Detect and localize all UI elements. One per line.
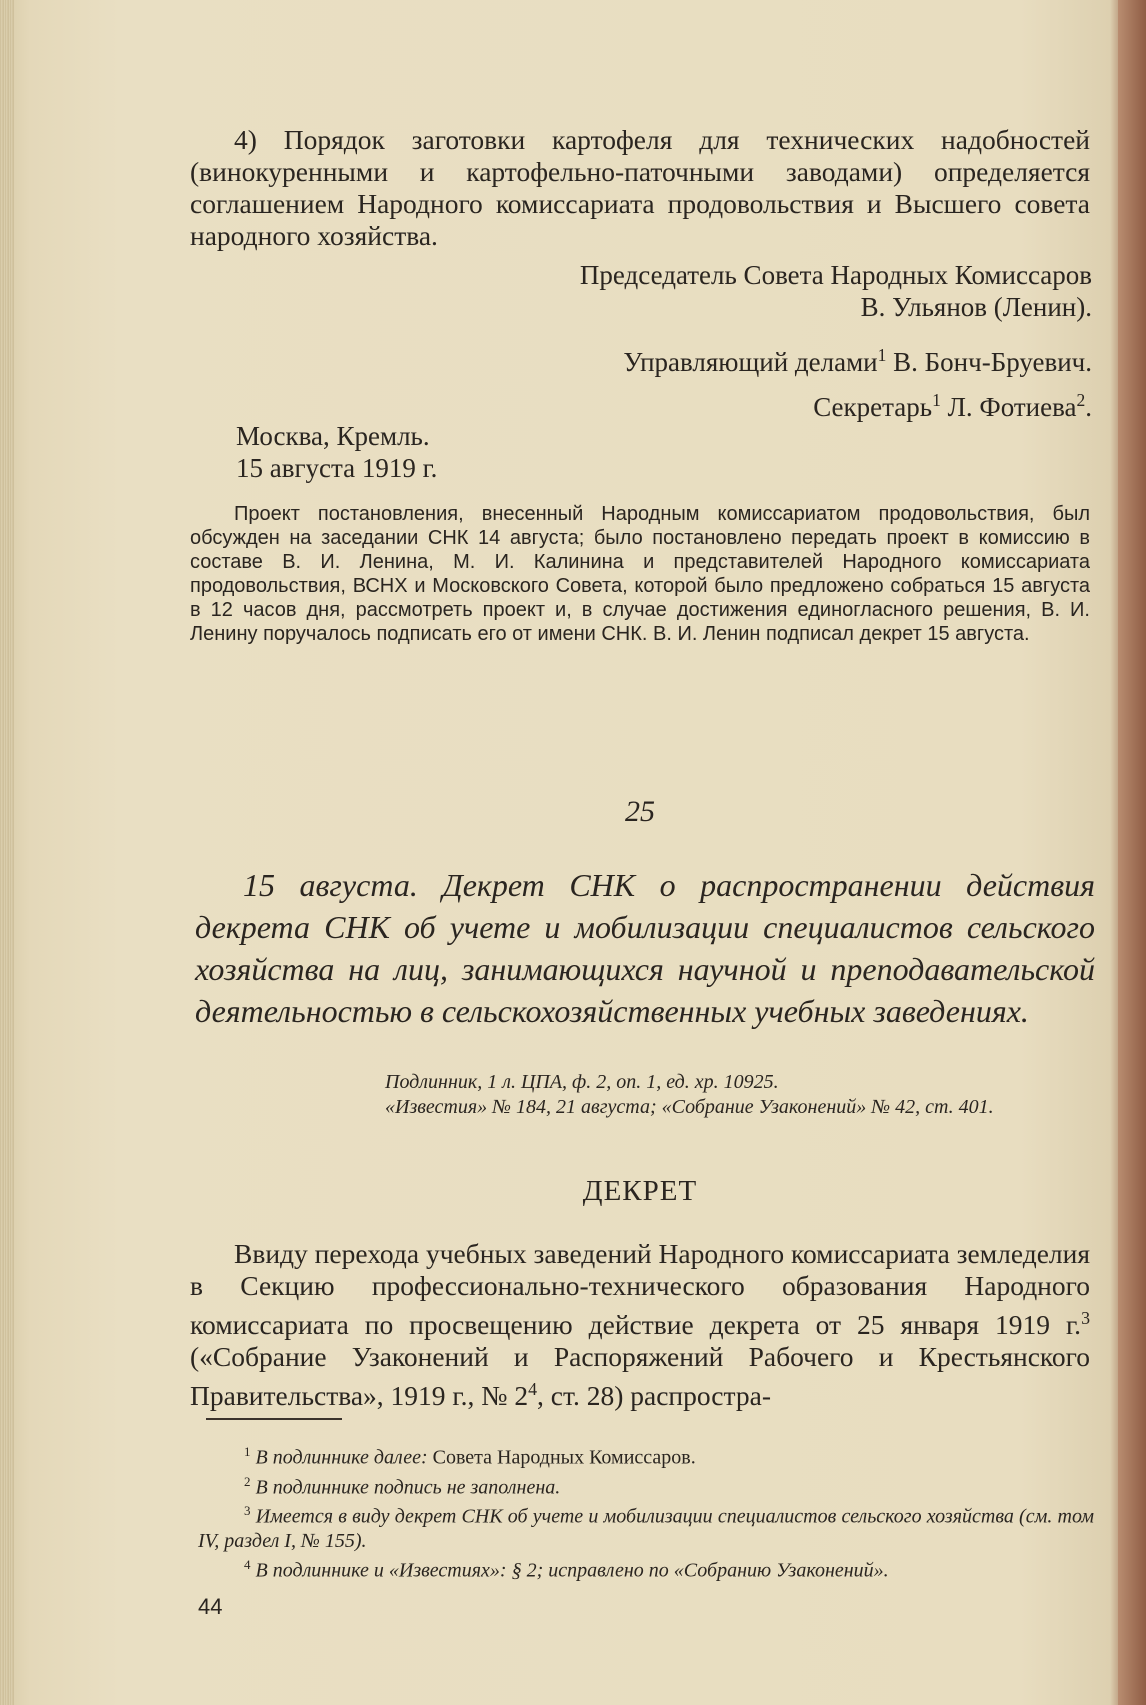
- source-line-original: Подлинник, 1 л. ЦПА, ф. 2, оп. 1, ед. хр. 10925.: [385, 1071, 779, 1093]
- signature-secretary-end: .: [1085, 392, 1092, 422]
- footnotes: [198, 1440, 1094, 1583]
- signature-manager-title: Управляющий делами: [623, 347, 878, 377]
- footnote-ref-4: 4: [528, 1379, 538, 1400]
- signature-secretary-title: Секретарь: [813, 392, 933, 422]
- footnote-item: [198, 1470, 1094, 1500]
- footnote-item: [198, 1499, 1094, 1553]
- date-line: 15 августа 1919 г.: [236, 453, 438, 483]
- footnote-mark: 3: [244, 1503, 251, 1519]
- footnote-ref-1b: 1: [932, 390, 941, 410]
- place-and-date: [236, 420, 636, 484]
- footnote-ref-3: 3: [1081, 1308, 1090, 1328]
- signature-secretary: [400, 384, 1092, 423]
- footnote-ref-1: 1: [877, 345, 887, 365]
- footnote-mark: 1: [244, 1444, 251, 1459]
- decree-title: ДЕКРЕТ: [582, 1175, 698, 1207]
- page-edge-left: [0, 0, 14, 1705]
- footnote-mark: 2: [244, 1473, 251, 1489]
- decree-text-part-a: Ввиду перехода учебных заведений Народного комиссариата земледелия в Секцию профессионально-технического образования Народного комиссариата по просвещению действие декрета от 25 января 1919 г.: [190, 1238, 1090, 1341]
- editorial-commentary: Проект постановления, внесенный Народным комиссариатом продовольствия, был обсужден на заседании СНК 14 августа; было постановлено передать проект в комиссию в составе В. И. Ленина, М. И. Калинина и представителей Народного комиссариата продовольствия, ВСНХ и Московского Совета, которой было предложено собраться 15 августа в 12 часов дня, рассмотреть проект и, в случае достижения единогласного решения, В. И. Ленину поручалось подписать его от имени СНК. В. И. Ленин подписал декрет 15 августа.: [190, 503, 1090, 645]
- document-number: 25: [625, 795, 655, 828]
- signature-chairman-title: Председатель Совета Народных Комиссаров: [579, 260, 1092, 290]
- footnote-divider: [206, 1418, 342, 1420]
- footnote-ref-2: 2: [1076, 390, 1086, 410]
- page-number: 44: [198, 1594, 223, 1619]
- footnote-text: Имеется в виду декрет СНК об учете и мобилизации специалистов сельского хозяйства (см. том IV, раздел I, № 155).: [198, 1505, 1094, 1552]
- footnote-item: [198, 1553, 1094, 1583]
- decree-text-part-c: , ст. 28) распростра-: [537, 1380, 771, 1412]
- signature-secretary-name: Л. Фотиева: [940, 392, 1077, 422]
- footnote-item: [198, 1440, 1094, 1470]
- signature-manager: [400, 339, 1092, 378]
- footnote-mark: 4: [244, 1556, 251, 1572]
- document-heading: 15 августа. Декрет СНК о распространении действия декрета СНК об учете и мобилизации специалистов сельского хозяйства на лиц, занимающихся научной и преподавательской деятельностью в сельскохозяйственных учебных заведениях.: [195, 867, 1095, 1029]
- footnote-text: В подлиннике далее:: [255, 1446, 428, 1469]
- decree-text: [190, 1238, 1090, 1412]
- signature-chairman-name: В. Ульянов (Ленин).: [860, 292, 1092, 322]
- book-cover-edge: [1118, 0, 1146, 1705]
- footnote-text: В подлиннике подпись не заполнена.: [255, 1476, 561, 1499]
- source-reference: [335, 1070, 1095, 1120]
- footnote-text-plain: Совета Народных Комиссаров.: [427, 1446, 696, 1469]
- top-paragraph: 4) Порядок заготовки картофеля для технических надобностей (винокуренными и картофельно-паточными заводами) определяется соглашением Народного комиссариата продовольствия и Высшего совета народного хозяйства.: [190, 124, 1090, 251]
- decree-text-part-b: («Собрание Узаконений и Распоряжений Рабочего и Крестьянского Правительства», 1919 г., № 2: [190, 1341, 1090, 1412]
- signature-chairman: [400, 259, 1092, 323]
- source-line-publications: «Известия» № 184, 21 августа; «Собрание Узаконений» № 42, ст. 401.: [385, 1096, 994, 1118]
- signature-manager-name: В. Бонч-Бруевич.: [886, 347, 1092, 377]
- place-line: Москва, Кремль.: [236, 421, 430, 451]
- footnote-text: В подлиннике и «Известиях»: § 2; исправлено по «Собранию Узаконений».: [255, 1559, 889, 1582]
